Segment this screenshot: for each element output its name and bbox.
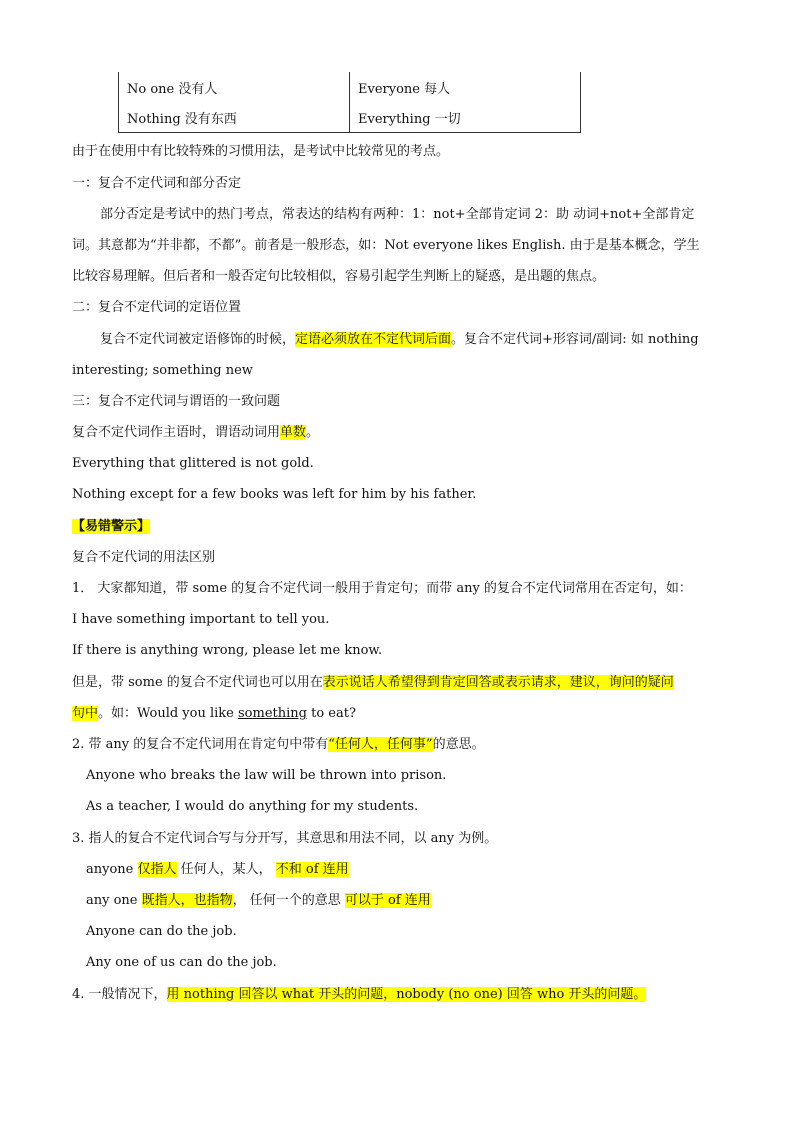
section-3-text [72, 424, 319, 442]
highlight: 仅指人 [137, 862, 177, 877]
text-run: 。如：Would you like [98, 706, 239, 721]
item-1-text [72, 674, 674, 692]
highlight: 可以于 of 连用 [344, 893, 431, 908]
intro-paragraph: 由于在使用中有比较特殊的习惯用法，是考试中比较常见的考点。 [72, 144, 450, 159]
item-3-row [86, 861, 349, 879]
table-cell: Everyone 每人 [350, 72, 581, 102]
warning-title [72, 518, 150, 536]
table-cell: No one 没有人 [119, 72, 350, 102]
highlight: 定语必须放在不定代词后面 [295, 332, 452, 347]
section-2-text [100, 331, 699, 349]
table-row [119, 102, 581, 133]
item-1: 1． 大家都知道，带 some 的复合不定代词一般用于肯定句；而带 any 的复合不定代词常用在否定句，如： [72, 581, 692, 596]
example-sentence: Everything that glittered is not gold. [72, 456, 314, 471]
highlight: 用 nothing 回答以 what 开头的问题，nobody (no one) 回答 who 开头的问题。 [166, 987, 647, 1002]
section-3-title: 三：复合不定代词与谓语的一致问题 [72, 394, 281, 409]
text-run: 。复合不定代词+形容词/副词: 如 nothing [451, 332, 699, 347]
highlight: 单数 [280, 425, 307, 440]
text-run: 4. 一般情况下， [72, 987, 167, 1002]
table-cell: Everything 一切 [350, 102, 581, 133]
text-run: ， 任何一个的意思 [232, 893, 345, 908]
text-run: 但是，带 some 的复合不定代词也可以用在 [72, 675, 323, 690]
text-run: 的意思。 [432, 737, 485, 752]
text-run: any one [86, 893, 142, 908]
item-3: 3. 指人的复合不定代词合写与分开写，其意思和用法不同，以 any 为例。 [72, 831, 498, 846]
item-2 [72, 736, 485, 754]
text-run: 2. 带 any 的复合不定代词用在肯定句中带有 [72, 737, 329, 752]
example-sentence: If there is anything wrong, please let me know. [72, 643, 383, 658]
text-run: 复合不定代词作主语时，谓语动词用 [72, 425, 281, 440]
section-1-text: 词。其意都为“并非都，不都”。前者是一般形态，如：Not everyone likes English. 由于是基本概念，学生 [72, 238, 700, 253]
highlight: 既指人，也指物 [141, 893, 233, 908]
section-2-text: interesting; something new [72, 363, 253, 378]
highlight: 表示说话人希望得到肯定回答或表示请求，建议，询问的疑问 [322, 675, 674, 690]
table-cell: Nothing 没有东西 [119, 102, 350, 133]
item-1-text [72, 705, 356, 723]
section-1-text: 比较容易理解。但后者和一般否定句比较相似，容易引起学生判断上的疑惑，是出题的焦点。 [72, 269, 606, 284]
text-run: 复合不定代词被定语修饰的时候， [100, 332, 296, 347]
section-1-text: 部分否定是考试中的热门考点，常表达的结构有两种：1：not+全部肯定词 2：助 动词+not+全部肯定 [100, 207, 695, 222]
example-sentence: Anyone can do the job. [86, 924, 237, 939]
example-sentence: Nothing except for a few books was left for him by his father. [72, 487, 477, 502]
underlined-word: something [238, 706, 307, 721]
highlight: 【易错警示】 [72, 519, 151, 534]
text-run: 任何人，某人， [176, 862, 276, 877]
highlight: “任何人，任何事” [328, 737, 433, 752]
section-1-title: 一：复合不定代词和部分否定 [72, 176, 242, 191]
text-run: to eat? [306, 706, 356, 721]
table-row [119, 72, 581, 102]
item-3-row [86, 892, 431, 910]
example-sentence: As a teacher, I would do anything for my students. [86, 799, 419, 814]
highlight: 句中 [72, 706, 99, 721]
example-sentence: Any one of us can do the job. [86, 955, 277, 970]
text-run: anyone [86, 862, 138, 877]
highlight: 不和 of 连用 [275, 862, 349, 877]
warning-subtitle: 复合不定代词的用法区别 [72, 550, 216, 565]
example-sentence: I have something important to tell you. [72, 612, 330, 627]
item-4 [72, 986, 646, 1004]
section-2-title: 二：复合不定代词的定语位置 [72, 300, 242, 315]
text-run: 。 [306, 425, 320, 440]
pronoun-table [118, 72, 581, 133]
example-sentence: Anyone who breaks the law will be thrown into prison. [86, 768, 447, 783]
